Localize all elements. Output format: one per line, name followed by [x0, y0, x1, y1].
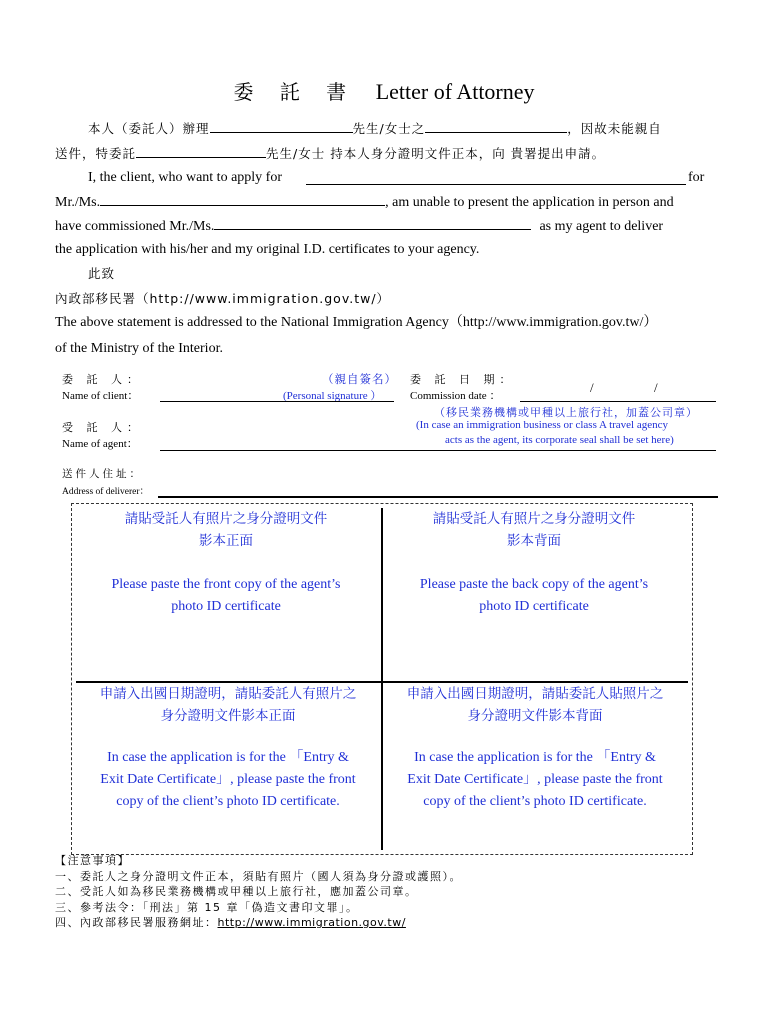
address-label-en: Address of deliverer：: [62, 487, 150, 497]
paste-box-zh: 申請入出國日期證明，請貼委託人有照片之: [99, 686, 357, 702]
para-zh-line2: [55, 142, 605, 166]
client-label-en: Name of client：: [62, 390, 139, 402]
date-separator: /: [654, 380, 658, 395]
notes-section: [55, 853, 462, 931]
para-en-line3: [55, 214, 663, 239]
date-label-zh: 委 託 日 期：: [410, 373, 516, 386]
paste-box-zh: 請貼受託人有照片之身分證明文件: [124, 511, 328, 527]
para-en-text: , am unable to present the application in person and: [385, 195, 674, 210]
paste-box-en: photo ID certificate: [479, 599, 589, 614]
paste-box-en: Please paste the front copy of the agent’s: [111, 577, 341, 592]
para-en-text: I, the client, who want to apply for: [88, 170, 283, 185]
date-separator: /: [590, 380, 594, 395]
client-name-blank-en[interactable]: [100, 190, 385, 206]
client-signature-line[interactable]: [160, 401, 394, 402]
paste-box-en: Exit Date Certificate」, please paste the front: [100, 772, 356, 787]
notes-item: 三、參考法令：「刑法」第 15 章「偽造文書印文罪」。: [55, 900, 359, 914]
paste-box-client-back: [383, 683, 687, 813]
notes-item: [55, 915, 462, 931]
para-zh-line1: [88, 117, 662, 141]
notes-item-text: 四、內政部移民署服務網址：: [55, 916, 218, 929]
agent-label-zh: 受 託 人：: [62, 421, 143, 434]
notes-header: 【注意事項】: [55, 854, 130, 867]
paste-box-client-front: [76, 683, 380, 813]
seal-hint-zh: （移民業務機構或甲種以上旅行社，加蓋公司章）: [434, 406, 698, 419]
agent-name-line[interactable]: [160, 450, 716, 451]
paste-box-en: Exit Date Certificate」, please paste the front: [407, 772, 663, 787]
agent-name-blank-zh[interactable]: [136, 142, 266, 158]
signature-hint-en: (Personal signature ）: [283, 390, 382, 402]
agency-zh: 內政部移民署（http://www.immigration.gov.tw/）: [55, 291, 391, 306]
paste-box-en: Please paste the back copy of the agent’s: [419, 577, 649, 592]
para-en-line1: [88, 166, 282, 190]
notes-item: 一、委託人之身分證明文件正本，須貼有照片（國人須為身分證或護照）。: [55, 869, 462, 883]
paste-box-en: In case the application is for the 「Entry &: [107, 750, 349, 765]
agency-en-line1: The above statement is addressed to the National Immigration Agency（http://www.immigration.gov.tw/）: [55, 315, 658, 330]
paste-box-agent-back: [384, 508, 684, 618]
paste-box-zh: 身分證明文件影本背面: [467, 708, 603, 724]
signature-hint-zh: （親自簽名）: [322, 372, 397, 386]
paste-box-zh: 身分證明文件影本正面: [160, 708, 296, 724]
applicant-name-blank[interactable]: [425, 117, 567, 133]
application-item-blank[interactable]: [210, 117, 353, 133]
seal-hint-en-2: acts as the agent, its corporate seal shall be set here): [445, 434, 674, 446]
title-zh: 委 託 書: [233, 80, 357, 104]
para-zh-text: ，因故未能親自: [567, 121, 662, 136]
paste-box-en: photo ID certificate: [171, 599, 281, 614]
para-en-text: Mr./Ms.: [55, 195, 101, 210]
para-en-line2: [55, 190, 674, 215]
para-zh-text: 先生/女士之: [352, 121, 426, 136]
salutation-zh: 此致: [88, 266, 116, 281]
para-en-text: as my agent to deliver: [539, 219, 664, 234]
address-line[interactable]: [158, 496, 718, 498]
paste-box-zh: 影本背面: [507, 533, 561, 549]
date-label-en: Commission date ：: [410, 390, 501, 402]
agent-name-blank-en[interactable]: [214, 214, 531, 230]
paste-box-en: In case the application is for the 「Entry &: [414, 750, 656, 765]
address-label-zh: 送件人住址：: [62, 468, 143, 480]
immigration-website-link[interactable]: http://www.immigration.gov.tw/: [217, 916, 406, 929]
paste-box-zh: 申請入出國日期證明，請貼委託人貼照片之: [406, 686, 664, 702]
title-en: Letter of Attorney: [375, 79, 535, 104]
agency-en-line2: of the Ministry of the Interior.: [55, 341, 223, 356]
paste-box-zh: 影本正面: [199, 533, 253, 549]
para-en-for: for: [688, 170, 705, 185]
paste-box-agent-front: [76, 508, 376, 618]
para-zh-text: 本人（委託人）辦理: [88, 121, 210, 136]
client-label-zh: 委 託 人：: [62, 373, 143, 386]
para-en-text: have commissioned Mr./Ms.: [55, 219, 215, 234]
commission-date-line[interactable]: [520, 401, 716, 402]
para-zh-text: 送件，特委託: [55, 146, 137, 161]
notes-item: 二、受託人如為移民業務機構或甲種以上旅行社，應加蓋公司章。: [55, 885, 418, 898]
paste-box-zh: 請貼受託人有照片之身分證明文件: [432, 511, 636, 527]
document-title: [0, 76, 768, 105]
paste-box-en: copy of the client’s photo ID certificate.: [423, 794, 647, 809]
paste-box-en: copy of the client’s photo ID certificate.: [116, 794, 340, 809]
para-en-line4: the application with his/her and my original I.D. certificates to your agency.: [55, 242, 480, 257]
agent-label-en: Name of agent：: [62, 438, 138, 450]
seal-hint-en-1: (In case an immigration business or class A travel agency: [416, 419, 669, 431]
apply-for-blank[interactable]: [306, 169, 686, 185]
para-zh-text: 先生/女士 持本人身分證明文件正本，向 貴署提出申請。: [266, 146, 606, 161]
